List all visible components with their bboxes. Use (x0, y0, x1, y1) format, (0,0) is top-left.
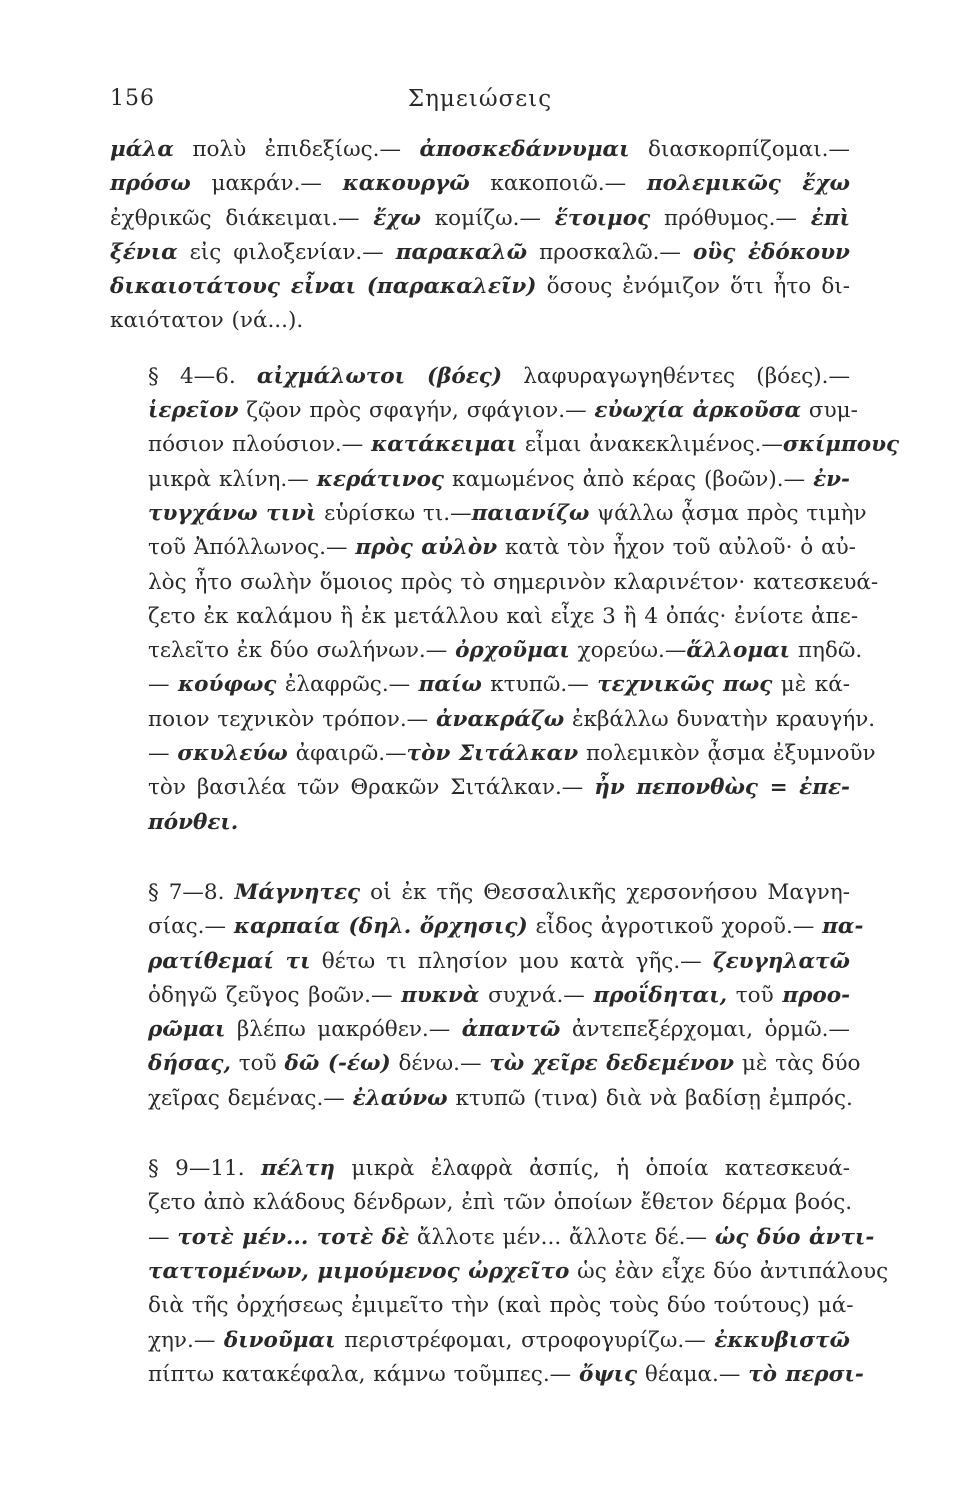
text-line (110, 270, 850, 304)
gloss-text: ἀντεπεξέρχομαι, ὁρμῶ.— (560, 1017, 850, 1043)
gloss-text: σίας.— (148, 914, 234, 940)
headword: αἰχμάλωτοι (βόες) (256, 363, 503, 389)
running-head: Σημειώσεις (407, 86, 553, 112)
text-line (110, 634, 863, 668)
text-line (110, 945, 850, 979)
gloss-text: § 9—11. (148, 1156, 261, 1182)
gloss-text: λὸς ἦτο σωλὴν ὅμοιος πρὸς τὸ σημερινὸν κλαρινέτον· κατεσκευά- (148, 569, 879, 595)
gloss-text: τελεῖτο ἐκ δύο σωλήνων.— (148, 638, 456, 664)
headword: κεράτινος (316, 466, 445, 492)
text-line (110, 167, 850, 201)
gloss-text: πηδῶ. (790, 638, 863, 664)
text-line (110, 1289, 854, 1323)
headword: παρακαλῶ (395, 239, 528, 265)
headword: πόνθει. (148, 809, 239, 835)
headword: ἀποσκεδάννυμαι (419, 137, 630, 162)
headword: ρῶμαι (148, 1017, 226, 1043)
headword: ἐκκυβιστῶ (714, 1327, 850, 1353)
headword: πρόσω (110, 171, 191, 197)
gloss-text: συχνά.— (479, 982, 594, 1008)
gloss-text: κομίζω.— (420, 205, 555, 231)
headword: παίω (418, 672, 482, 698)
headword: ζευγηλατῶ (712, 948, 850, 974)
headword: προΐδηται, (593, 982, 728, 1008)
headword: ὀρχοῦμαι (455, 638, 570, 664)
gloss-text: εἰς φιλοξενίαν.— (177, 239, 396, 265)
headword: ἐν- (813, 466, 850, 492)
headword: σκυλεύω (177, 741, 288, 767)
headword: καρπαία (δηλ. ὄρχησις) (233, 914, 528, 940)
headword: πυκνὰ (401, 982, 480, 1008)
headword: δήσας, (148, 1051, 231, 1077)
headword: Μάγνητες (234, 879, 361, 905)
text-line (110, 428, 900, 462)
gloss-text: περιστρέφομαι, στροφογυρίζω.— (335, 1327, 715, 1353)
gloss-text: πρόθυμος.— (650, 205, 811, 231)
gloss-text: καμωμένος ἀπὸ κέρας (βοῶν).— (444, 466, 814, 492)
headword: ὄψις (579, 1361, 638, 1387)
headword: τὸ περσι- (748, 1361, 864, 1387)
headword: ρατίθεμαί τι (148, 948, 311, 974)
headword: ταττομένων, μιμούμενος ὠρχεῖτο (148, 1258, 570, 1284)
headword: ξένια (110, 239, 178, 265)
gloss-text: πόσιον πλούσιον.— (148, 432, 372, 458)
text-line (110, 1082, 853, 1116)
gloss-text: πολὺ ἐπιδεξίως.— (173, 137, 420, 162)
gloss-text: ἀφαιρῶ.— (287, 741, 407, 767)
gloss-text: χην.— (148, 1327, 224, 1353)
gloss-text: συμ- (801, 398, 858, 424)
gloss-text: — (148, 672, 178, 698)
text-line (110, 566, 879, 600)
gloss-text: ὁδηγῶ ζεῦγος βοῶν.— (148, 982, 402, 1008)
headword: σκίμπους (782, 432, 900, 458)
headword: ἀνακράζω (436, 706, 565, 732)
text-line (110, 1047, 861, 1081)
headword: κακουργῶ (342, 171, 470, 197)
gloss-text: χορεύω.— (569, 638, 687, 664)
gloss-text: — (148, 1224, 178, 1250)
gloss-text: κτυπῶ (τινα) διὰ νὰ βαδίσῃ ἐμπρός. (447, 1085, 853, 1111)
gloss-text: εὑρίσκω τι.— (316, 500, 472, 526)
headword: τεχνικῶς πως (597, 672, 773, 698)
gloss-text: ζῷον πρὸς σφαγήν, σφάγιον.— (238, 398, 595, 424)
text-line (110, 304, 850, 338)
gloss-text: χεῖρας δεμένας.— (148, 1085, 353, 1111)
gloss-text: πίπτω κατακέφαλα, κάμνω τοῦμπες.— (148, 1361, 580, 1387)
text-line (110, 202, 850, 236)
headword: παιανίζω (471, 500, 590, 526)
text-line (110, 668, 850, 702)
headword: δῶ (-έω) (284, 1051, 391, 1077)
text-line (110, 1152, 850, 1186)
gloss-text: ἐκβάλλω δυνατὴν κραυγήν. (564, 706, 876, 732)
paragraph-section-9-11 (110, 1152, 889, 1392)
headword: ἕτοιμος (554, 205, 651, 231)
headword: ἱερεῖον (148, 398, 239, 424)
text-line (110, 1255, 889, 1289)
text-line (110, 1324, 850, 1358)
text-line (110, 463, 850, 497)
gloss-text: — (148, 741, 178, 767)
gloss-text: μὲ τὰς δύο (734, 1051, 861, 1077)
text-line (110, 771, 850, 805)
notes-body (110, 133, 900, 1392)
headword: πρὸς αὐλὸν (355, 535, 498, 561)
gloss-text: ὅσους ἐνόμιζον ὅτι ἦτο δι- (536, 274, 850, 300)
gloss-text: μακράν.— (190, 171, 343, 197)
text-line (110, 1013, 850, 1047)
gloss-text: μικρὰ κλίνη.— (148, 466, 317, 492)
gloss-text: διασκορπίζομαι.— (629, 137, 850, 162)
headword: ἀπαντῶ (461, 1017, 561, 1043)
headword: ἔχω (373, 205, 421, 231)
gloss-text: οἱ ἐκ τῆς Θεσσαλικῆς χερσονήσου Μαγνη- (360, 879, 850, 905)
gloss-text: προσκαλῶ.— (527, 239, 693, 265)
gloss-text: ὡς ἐὰν εἶχε δύο ἀντιπάλους (569, 1258, 889, 1284)
gloss-text: θέτω τι πλησίον μου κατὰ γῆς.— (310, 948, 713, 974)
text-line (110, 910, 864, 944)
headword: οὓς ἐδόκουν (692, 239, 850, 265)
text-line (110, 531, 856, 565)
headword: πέλτη (260, 1156, 335, 1182)
gloss-text: ψάλλω ᾆσμα πρὸς τιμὴν (589, 500, 867, 526)
gloss-text: καιότατον (νά...). (110, 308, 304, 334)
gloss-text: ζετο ἐκ καλάμου ἢ ἐκ μετάλλου καὶ εἶχε 3 ἢ 4 ὀπάς· ἐνίοτε ἀπε- (148, 603, 859, 629)
gloss-text: θέαμα.— (637, 1361, 749, 1387)
text-line (110, 133, 850, 167)
headword: τοτὲ μέν... τοτὲ δὲ (177, 1224, 410, 1250)
gloss-text: διὰ τῆς ὀρχήσεως ἐμιμεῖτο τὴν (καὶ πρὸς τοὺς δύο τούτους) μά- (148, 1293, 854, 1319)
gloss-text: τὸν βασιλέα τῶν Θρακῶν Σιτάλκαν.— (148, 775, 595, 801)
gloss-text: § 4—6. (148, 363, 257, 389)
gloss-text: πολεμικὸν ᾆσμα ἐξυμνοῦν (578, 741, 876, 767)
gloss-text: κακοποιῶ.— (469, 171, 647, 197)
text-line (110, 979, 850, 1013)
page-header (110, 86, 850, 126)
gloss-text: μικρὰ ἐλαφρὰ ἀσπίς, ἡ ὁποία κατεσκευά- (334, 1156, 850, 1182)
gloss-text: βλέπω μακρόθεν.— (225, 1017, 462, 1043)
headword: προο- (782, 982, 850, 1008)
headword: ὡς δύο ἀντι- (714, 1224, 875, 1250)
text-line (110, 236, 850, 270)
gloss-text: ἐχθρικῶς διάκειμαι.— (110, 205, 374, 231)
gloss-text: ἄλλοτε μέν... ἄλλοτε δέ.— (409, 1224, 715, 1250)
gloss-text: ἐλαφρῶς.— (276, 672, 419, 698)
text-line (110, 876, 850, 910)
headword: τὸν Σιτάλκαν (406, 741, 579, 767)
gloss-text: ποιον τεχνικὸν τρόπον.— (148, 706, 436, 732)
headword: πολεμικῶς ἔχω (646, 171, 850, 197)
text-line (110, 497, 867, 531)
gloss-text: λαφυραγωγηθέντες (βόες).— (502, 363, 850, 389)
gloss-text: εἶδος ἀγροτικοῦ χοροῦ.— (527, 914, 823, 940)
gloss-text: ζετο ἀπὸ κλάδους δένδρων, ἐπὶ τῶν ὁποίων ἔθετον δέρμα βοός. (148, 1190, 853, 1216)
text-line (110, 737, 876, 771)
text-line (110, 703, 876, 737)
text-line (110, 1358, 864, 1392)
headword: κούφως (178, 672, 277, 698)
text-line (110, 806, 850, 840)
text-line (110, 360, 850, 394)
paragraph-intro (110, 133, 850, 339)
gloss-text: εἶμαι ἀνακεκλιμένος.— (517, 432, 783, 458)
text-line (110, 600, 859, 634)
paragraph-section-4-6 (110, 360, 900, 840)
gloss-text: τοῦ (230, 1051, 285, 1077)
gloss-text: κατὰ τὸν ἦχον τοῦ αὐλοῦ· ὁ αὐ- (497, 535, 856, 561)
headword: ἦν πεπονθὼς = ἐπε- (594, 775, 850, 801)
headword: δικαιοτάτους εἶναι (παρακαλεῖν) (110, 274, 537, 300)
headword: εὐωχία ἀρκοῦσα (594, 398, 802, 424)
headword: ἐλαύνω (352, 1085, 448, 1111)
gloss-text: τοῦ (727, 982, 783, 1008)
gloss-text: τοῦ Ἀπόλλωνος.— (148, 535, 356, 561)
headword: ἅλλομαι (686, 638, 791, 664)
text-line (110, 1186, 853, 1220)
headword: ἐπὶ (810, 205, 850, 231)
headword: δινοῦμαι (223, 1327, 336, 1353)
headword: τὼ χεῖρε δεδεμένον (489, 1051, 735, 1077)
gloss-text: δένω.— (390, 1051, 490, 1077)
text-line (110, 394, 858, 428)
headword: τυγχάνω τινὶ (148, 500, 317, 526)
page-number: 156 (110, 86, 155, 111)
paragraph-section-7-8 (110, 876, 864, 1116)
gloss-text: μὲ κά- (772, 672, 851, 698)
headword: πα- (822, 914, 864, 940)
gloss-text: § 7—8. (148, 879, 235, 905)
headword: μάλα (110, 137, 174, 162)
gloss-text: κτυπῶ.— (481, 672, 598, 698)
headword: κατάκειμαι (371, 432, 518, 458)
text-line (110, 1221, 875, 1255)
